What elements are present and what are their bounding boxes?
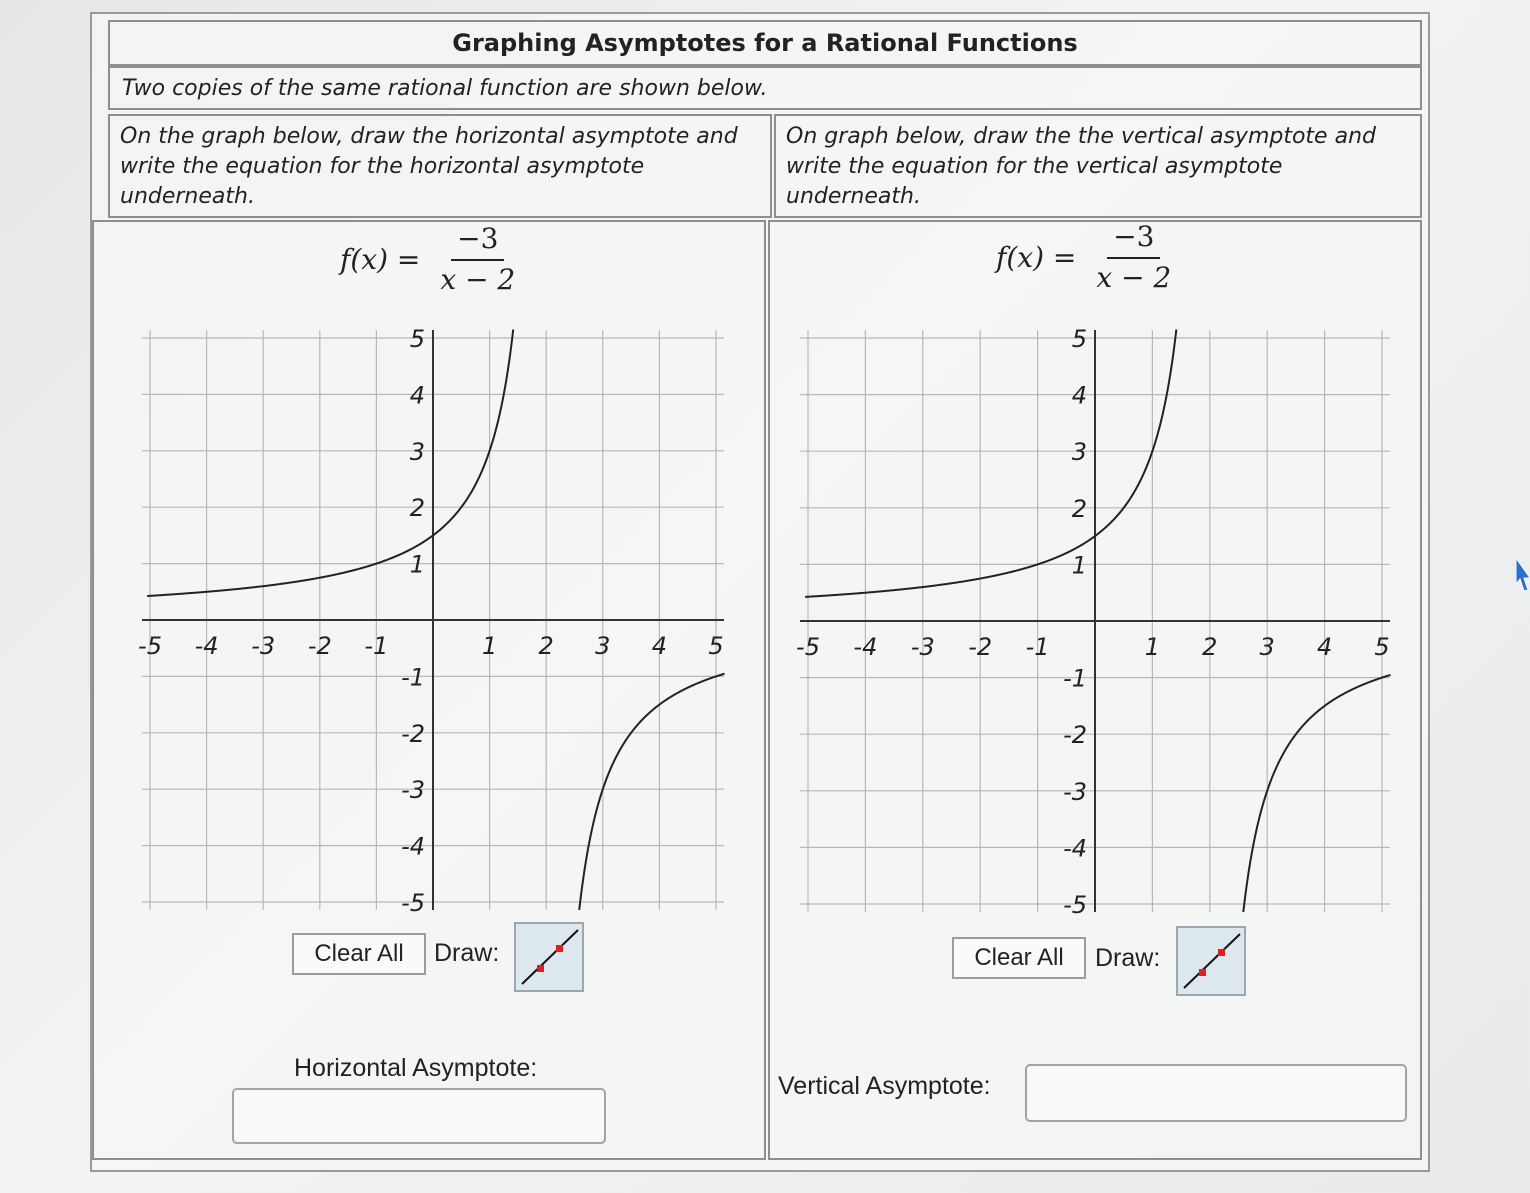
x-tick-label: -1 [1025,633,1050,661]
tool-point [537,965,544,972]
tool-point [1199,969,1206,976]
x-tick-label: 1 [481,632,498,660]
x-tick-label: -2 [307,632,332,660]
mouse-cursor-icon [1516,558,1530,592]
x-tick-label: -5 [796,633,820,661]
x-tick-label: 4 [651,632,668,660]
function-curve-left-branch [805,330,1176,597]
fraction [440,222,515,296]
x-tick-label: -4 [194,632,219,660]
line-tool-icon [1178,928,1244,994]
y-tick-label: 4 [1071,381,1087,410]
horizontal-asymptote-label: Horizontal Asymptote: [294,1054,538,1082]
x-tick-label: 3 [1259,633,1275,661]
clear-all-button[interactable]: Clear All [292,933,426,975]
x-tick-label: 1 [1144,633,1161,661]
y-tick-label: -2 [1063,721,1087,750]
denominator: x − 2 [1096,261,1172,294]
tool-point [1218,949,1225,956]
y-tick-label: -3 [1063,777,1087,806]
y-tick-label: -4 [1063,834,1087,863]
left-function-formula [340,222,515,296]
horizontal-asymptote-graph[interactable] [120,320,740,920]
y-tick-label: -1 [1063,664,1087,693]
function-lhs: f(x) = [340,242,421,276]
y-tick-label: -5 [401,889,425,917]
vertical-asymptote-label: Vertical Asymptote: [778,1072,991,1100]
fraction [1096,220,1171,294]
x-tick-label: -3 [910,633,935,661]
vertical-instruction: On graph below, draw the the vertical asymptote and write the equation for the vertical asymptote underneath. [774,114,1422,218]
horizontal-asymptote-input[interactable] [232,1088,606,1144]
y-tick-label: -4 [401,832,425,861]
denominator: x − 2 [440,263,516,296]
tool-point [556,945,563,952]
numerator: −3 [1107,220,1160,259]
horizontal-instruction: On the graph below, draw the horizontal asymptote and write the equation for the horizontal asymptote underneath. [108,114,772,218]
x-tick-label: 5 [1374,633,1390,661]
x-tick-label: 3 [595,632,611,660]
x-tick-label: 4 [1316,633,1333,661]
numerator: −3 [451,222,504,261]
y-tick-label: 1 [1071,551,1087,580]
x-tick-label: -3 [251,632,276,660]
function-lhs: f(x) = [996,240,1077,274]
line-tool-button[interactable] [514,922,584,992]
y-tick-label: 4 [409,381,425,410]
y-tick-label: -5 [1063,891,1087,919]
function-curve-left-branch [147,330,513,596]
draw-label: Draw: [434,939,500,967]
page-title: Graphing Asymptotes for a Rational Functions [108,20,1422,66]
x-tick-label: -4 [853,633,878,661]
right-function-formula [996,220,1171,294]
line-tool-button[interactable] [1176,926,1246,996]
y-tick-label: -2 [401,719,425,748]
y-tick-label: 1 [409,550,425,579]
vertical-asymptote-graph[interactable] [780,318,1410,918]
y-tick-label: 3 [1071,438,1087,467]
draw-label: Draw: [1095,944,1161,972]
y-tick-label: 2 [1071,494,1087,523]
x-tick-label: 5 [708,632,724,660]
clear-all-button[interactable]: Clear All [952,937,1086,979]
intro-text: Two copies of the same rational function are shown below. [108,66,1422,110]
function-curve-right-branch [579,674,724,910]
x-tick-label: -5 [138,632,162,660]
function-curve-right-branch [1243,675,1390,912]
y-tick-label: 3 [409,437,425,466]
x-tick-label: 2 [538,632,554,660]
y-tick-label: -1 [401,663,425,692]
vertical-asymptote-input[interactable] [1025,1064,1407,1122]
y-tick-label: 2 [409,494,425,523]
y-tick-label: -3 [401,776,425,805]
x-tick-label: 2 [1202,633,1218,661]
x-tick-label: -1 [364,632,389,660]
y-tick-label: 5 [1071,325,1087,353]
y-tick-label: 5 [409,325,425,353]
x-tick-label: -2 [968,633,993,661]
line-tool-icon [516,924,582,990]
